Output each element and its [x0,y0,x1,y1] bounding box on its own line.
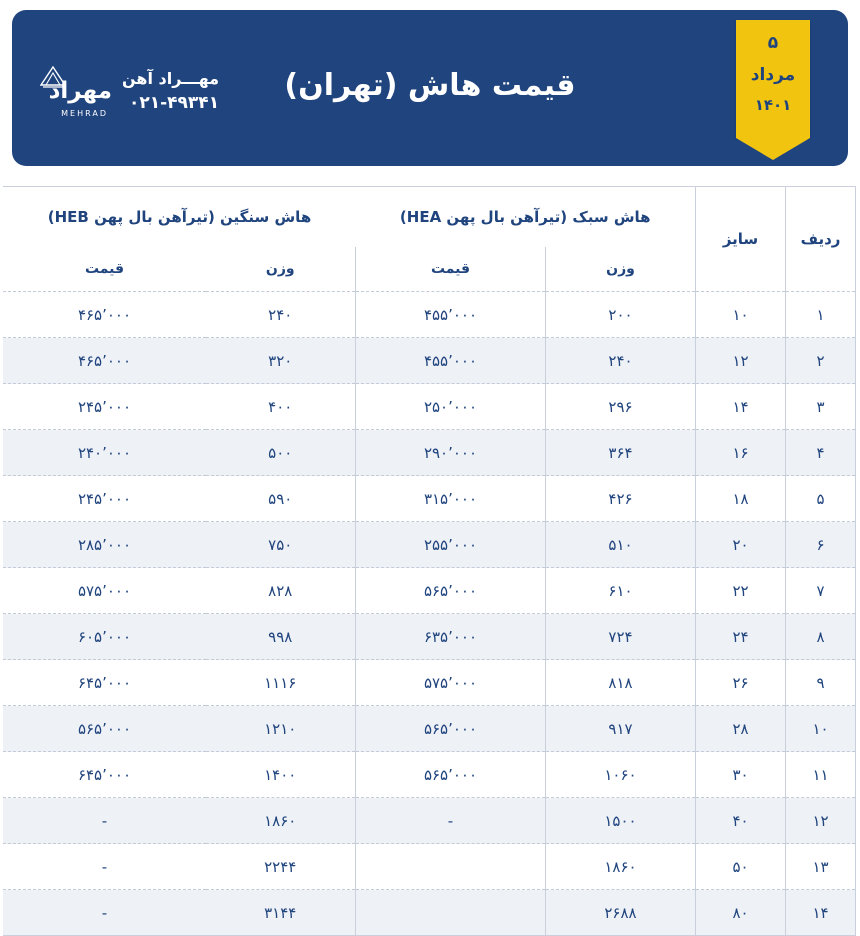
cell-light-price: ۵۶۵٬۰۰۰ [356,568,546,614]
cell-light-price [356,844,546,890]
cell-light-price: ۴۵۵٬۰۰۰ [356,338,546,384]
cell-heavy-price: - [3,844,205,890]
cell-light-weight: ۱۸۶۰ [546,844,696,890]
cell-heavy-weight: ۳۱۴۴ [206,890,356,936]
cell-light-price: ۲۹۰٬۰۰۰ [356,430,546,476]
cell-size: ۲۲ [696,568,786,614]
price-table [3,186,856,936]
cell-light-weight: ۲۴۰ [546,338,696,384]
cell-size: ۲۴ [696,614,786,660]
table-row [3,476,855,522]
cell-light-weight: ۹۱۷ [546,706,696,752]
table-row [3,890,855,936]
table-row [3,706,855,752]
cell-light-weight: ۸۱۸ [546,660,696,706]
cell-light-weight: ۳۶۴ [546,430,696,476]
cell-heavy-price: ۲۴۵٬۰۰۰ [3,384,205,430]
cell-heavy-weight: ۱۴۰۰ [206,752,356,798]
cell-row: ۵ [786,476,856,522]
cell-heavy-price: ۲۴۵٬۰۰۰ [3,476,205,522]
table-row [3,522,855,568]
price-table-container [4,186,856,936]
cell-light-weight: ۲۹۶ [546,384,696,430]
cell-light-price [356,890,546,936]
brand-name: مهـــراد آهن [122,69,220,89]
cell-heavy-weight: ۳۲۰ [206,338,356,384]
cell-light-price: - [356,798,546,844]
page-title: قیمت هاش (تهران) [284,67,576,103]
date-year: ۱۴۰۱ [754,96,792,115]
cell-row: ۷ [786,568,856,614]
brand-phone: ۰۲۱-۴۹۳۴۱ [129,93,220,114]
cell-row: ۹ [786,660,856,706]
cell-heavy-price: ۶۰۵٬۰۰۰ [3,614,205,660]
col-header-heavy-weight: وزن [206,247,356,292]
group-header-heavy: هاش سنگین (تیرآهن بال پهن HEB) [3,187,355,248]
cell-light-price: ۵۶۵٬۰۰۰ [356,752,546,798]
table-row [3,660,855,706]
cell-size: ۴۰ [696,798,786,844]
cell-heavy-weight: ۵۹۰ [206,476,356,522]
table-row [3,752,855,798]
col-header-heavy-price: قیمت [3,247,205,292]
cell-light-weight: ۲۶۸۸ [546,890,696,936]
cell-row: ۱۲ [786,798,856,844]
brand-block [38,62,219,122]
col-header-light-weight: وزن [546,247,696,292]
cell-heavy-price: ۲۴۰٬۰۰۰ [3,430,205,476]
table-row [3,292,855,338]
cell-size: ۳۰ [696,752,786,798]
cell-row: ۱ [786,292,856,338]
cell-size: ۲۸ [696,706,786,752]
group-header-light: هاش سبک (تیرآهن بال پهن HEA) [356,187,696,248]
cell-size: ۱۲ [696,338,786,384]
cell-light-price: ۳۱۵٬۰۰۰ [356,476,546,522]
col-header-light-price: قیمت [356,247,546,292]
table-row [3,568,855,614]
cell-heavy-weight: ۱۸۶۰ [206,798,356,844]
cell-heavy-price: ۶۴۵٬۰۰۰ [3,660,205,706]
date-month: مرداد [750,64,796,85]
cell-size: ۱۸ [696,476,786,522]
table-row [3,614,855,660]
cell-light-price: ۲۵۵٬۰۰۰ [356,522,546,568]
table-group-header-row [3,187,855,248]
header-banner [12,10,848,166]
cell-heavy-price: - [3,890,205,936]
cell-row: ۱۰ [786,706,856,752]
cell-light-price: ۶۳۵٬۰۰۰ [356,614,546,660]
cell-heavy-weight: ۷۵۰ [206,522,356,568]
cell-light-weight: ۲۰۰ [546,292,696,338]
cell-size: ۲۰ [696,522,786,568]
date-day: ۵ [767,33,779,53]
table-row [3,430,855,476]
cell-heavy-price: ۴۶۵٬۰۰۰ [3,338,205,384]
cell-heavy-weight: ۱۱۱۶ [206,660,356,706]
col-header-size: سایز [696,187,786,292]
brand-logo-script: مهراد [48,78,112,104]
cell-light-weight: ۶۱۰ [546,568,696,614]
cell-row: ۱۱ [786,752,856,798]
table-row [3,844,855,890]
cell-light-weight: ۱۵۰۰ [546,798,696,844]
cell-size: ۱۰ [696,292,786,338]
cell-heavy-price: ۵۶۵٬۰۰۰ [3,706,205,752]
cell-light-weight: ۱۰۶۰ [546,752,696,798]
table-row [3,384,855,430]
cell-heavy-price: ۴۶۵٬۰۰۰ [3,292,205,338]
col-header-row: ردیف [786,187,856,292]
cell-heavy-weight: ۵۰۰ [206,430,356,476]
date-ribbon [736,20,810,138]
cell-size: ۱۴ [696,384,786,430]
cell-row: ۲ [786,338,856,384]
cell-heavy-price: ۵۷۵٬۰۰۰ [3,568,205,614]
brand-logo-latin: MEHRAD [61,109,108,118]
cell-light-price: ۴۵۵٬۰۰۰ [356,292,546,338]
price-table-body [3,292,855,936]
cell-light-weight: ۵۱۰ [546,522,696,568]
brand-logo [38,62,112,122]
cell-heavy-price: ۲۸۵٬۰۰۰ [3,522,205,568]
cell-light-price: ۵۶۵٬۰۰۰ [356,706,546,752]
cell-size: ۸۰ [696,890,786,936]
cell-light-price: ۲۵۰٬۰۰۰ [356,384,546,430]
cell-heavy-weight: ۱۲۱۰ [206,706,356,752]
cell-row: ۱۳ [786,844,856,890]
cell-size: ۱۶ [696,430,786,476]
cell-heavy-weight: ۲۴۰ [206,292,356,338]
cell-row: ۴ [786,430,856,476]
cell-row: ۳ [786,384,856,430]
cell-size: ۲۶ [696,660,786,706]
cell-row: ۱۴ [786,890,856,936]
cell-heavy-price: - [3,798,205,844]
cell-row: ۸ [786,614,856,660]
cell-size: ۵۰ [696,844,786,890]
table-row [3,338,855,384]
cell-row: ۶ [786,522,856,568]
cell-light-weight: ۴۲۶ [546,476,696,522]
cell-light-weight: ۷۲۴ [546,614,696,660]
cell-heavy-weight: ۴۰۰ [206,384,356,430]
table-row [3,798,855,844]
cell-heavy-weight: ۸۲۸ [206,568,356,614]
cell-light-price: ۵۷۵٬۰۰۰ [356,660,546,706]
cell-heavy-price: ۶۴۵٬۰۰۰ [3,752,205,798]
cell-heavy-weight: ۲۲۴۴ [206,844,356,890]
cell-heavy-weight: ۹۹۸ [206,614,356,660]
